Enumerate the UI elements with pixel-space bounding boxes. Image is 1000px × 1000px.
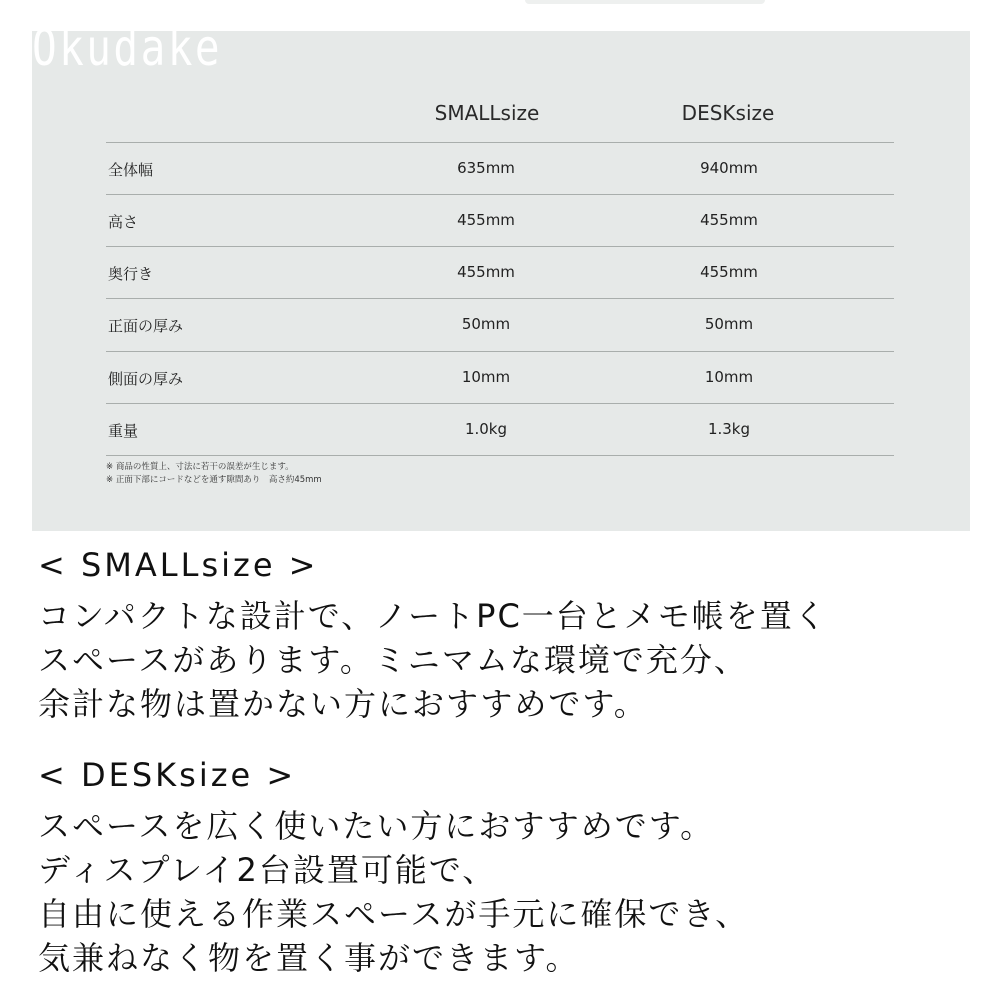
small-value: 50mm [461,315,511,333]
notes [106,461,322,487]
brand-logo: Okudake [32,19,223,77]
small-value: 635mm [457,159,515,177]
body-line: 気兼ねなく物を置く事ができます。 [38,939,580,977]
top-decoration [525,0,765,4]
table-bottom-divider [106,455,894,456]
body-line: コンパクトな設計で、ノートPC一台とメモ帳を置く [38,597,828,635]
desk-section-body [38,804,749,980]
table-row [106,246,894,299]
desk-value: 940mm [700,159,758,177]
body-line: スペースを広く使いたい方におすすめです。 [38,807,715,845]
desk-value: 10mm [704,368,754,386]
small-value: 1.0kg [464,420,508,438]
table-row [106,194,894,247]
row-label: 高さ [108,213,139,231]
row-label: 重量 [108,422,139,440]
table-row [106,142,894,195]
body-line: 自由に使える作業スペースが手元に確保でき、 [38,895,750,933]
desk-value: 1.3kg [707,420,751,438]
column-header-small: SMALLsize [434,101,540,125]
note-line: ※ 正面下部にコードなどを通す隙間あり 高さ約45mm [106,475,322,485]
small-value: 455mm [457,211,515,229]
table-row [106,298,894,351]
row-label: 側面の厚み [108,370,184,388]
table-row [106,351,894,404]
note-line: ※ 商品の性質上、寸法に若干の誤差が生じます。 [106,462,294,472]
small-section-title: < SMALLsize > [38,546,319,584]
small-value: 10mm [461,368,511,386]
desk-section-title: < DESKsize > [38,756,297,794]
body-line: スペースがあります。ミニマムな環境で充分、 [38,641,748,679]
body-line: ディスプレイ2台設置可能で、 [38,851,497,889]
body-line: 余計な物は置かない方におすすめです。 [38,685,648,723]
column-header-desk: DESKsize [681,101,775,125]
row-label: 全体幅 [108,161,154,179]
spec-panel [32,19,970,531]
desk-value: 455mm [700,263,758,281]
small-section-body [38,594,828,726]
table-row [106,403,894,456]
desk-value: 455mm [700,211,758,229]
row-label: 正面の厚み [108,317,184,335]
row-label: 奥行き [108,265,154,283]
desk-value: 50mm [704,315,754,333]
small-value: 455mm [457,263,515,281]
